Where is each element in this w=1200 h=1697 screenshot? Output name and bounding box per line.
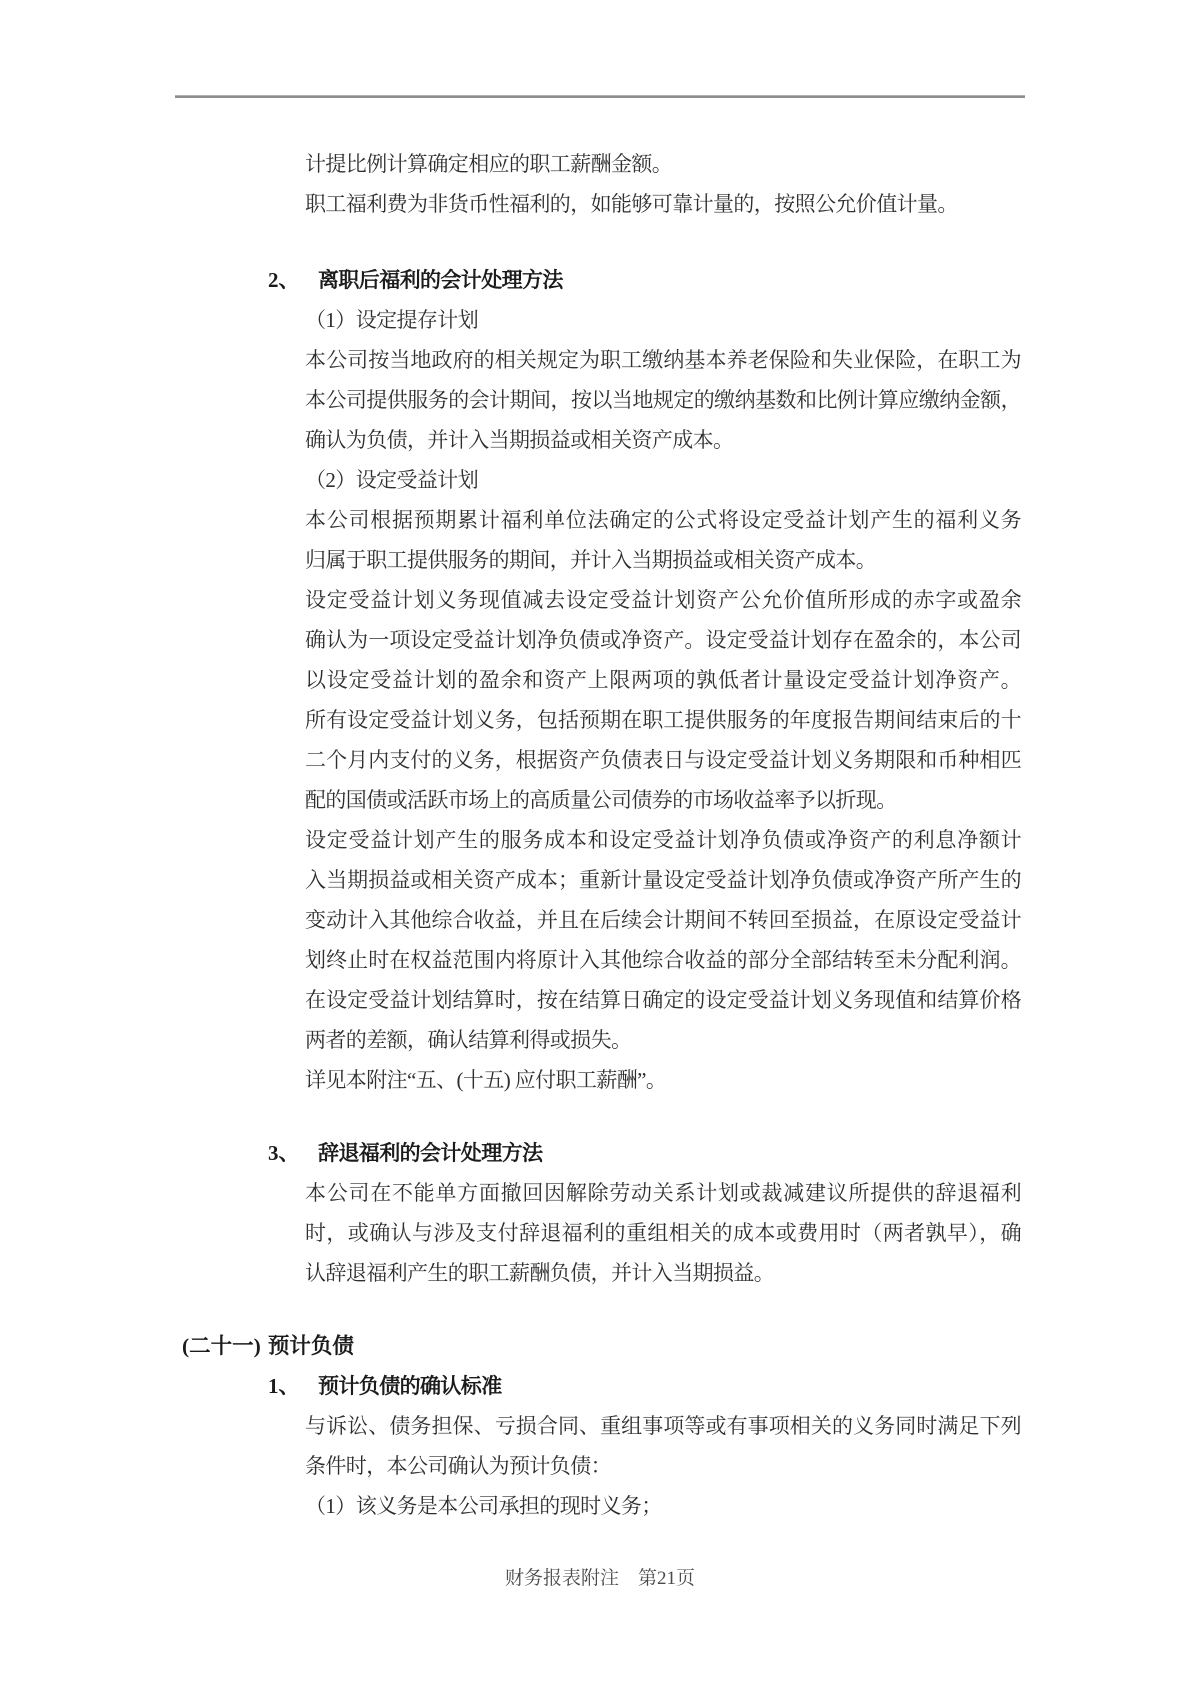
- body-line: 计提比例计算确定相应的职工薪酬金额。: [305, 152, 673, 176]
- body-line: 配的国债或活跃市场上的高质量公司债券的市场收益率予以折现。: [305, 788, 897, 812]
- body-line: 与诉讼、债务担保、亏损合同、重组事项等或有事项相关的义务同时满足下列: [305, 1414, 1021, 1438]
- heading-title: 辞退福利的会计处理方法: [318, 1141, 543, 1165]
- heading-number: 2、: [268, 268, 300, 292]
- body-line: 确认为一项设定受益计划净负债或净资产。设定受益计划存在盈余的，本公司: [305, 628, 1021, 652]
- subsection-title: （1）设定提存计划: [305, 308, 479, 332]
- body-line: 时，或确认与涉及支付辞退福利的重组相关的成本或费用时（两者孰早），确: [305, 1221, 1021, 1245]
- item-1-heading: [268, 1366, 1200, 1406]
- body-line: 以设定受益计划的盈余和资产上限两项的孰低者计量设定受益计划净资产。: [305, 668, 1021, 692]
- body-line: 入当期损益或相关资产成本；重新计量设定受益计划净负债或净资产所产生的: [305, 868, 1021, 892]
- body-line: 变动计入其他综合收益，并且在后续会计期间不转回至损益，在原设定受益计: [305, 908, 1021, 932]
- section-3-heading: [268, 1133, 1200, 1173]
- body-line: 归属于职工提供服务的期间，并计入当期损益或相关资产成本。: [305, 548, 877, 572]
- body-line: 在设定受益计划结算时，按在结算日确定的设定受益计划义务现值和结算价格: [305, 988, 1021, 1012]
- heading-title: 预计负债的确认标准: [318, 1374, 502, 1398]
- note-line: 详见本附注“五、(十五) 应付职工薪酬”。: [305, 1068, 667, 1092]
- body-line: 条件时，本公司确认为预计负债：: [305, 1454, 611, 1478]
- section-2-heading: [268, 260, 1200, 300]
- body-line: 本公司按当地政府的相关规定为职工缴纳基本养老保险和失业保险，在职工为: [305, 348, 1021, 372]
- subsection-title: （2）设定受益计划: [305, 468, 479, 492]
- body-line: 本公司在不能单方面撤回因解除劳动关系计划或裁减建议所提供的辞退福利: [305, 1181, 1021, 1205]
- section-title: 预计负债: [267, 1334, 354, 1358]
- condition-line: （1）该义务是本公司承担的现时义务；: [305, 1494, 662, 1518]
- body-line: 本公司提供服务的会计期间，按以当地规定的缴纳基数和比例计算应缴纳金额，: [305, 388, 1021, 412]
- body-line: 二个月内支付的义务，根据资产负债表日与设定受益计划义务期限和币种相匹: [305, 748, 1021, 772]
- section-21-heading: [182, 1326, 1200, 1366]
- heading-title: 离职后福利的会计处理方法: [318, 268, 563, 292]
- page-content: [0, 144, 1200, 1526]
- body-line: 设定受益计划产生的服务成本和设定受益计划净负债或净资产的利息净额计: [305, 828, 1021, 852]
- body-line: 职工福利费为非货币性福利的，如能够可靠计量的，按照公允价值计量。: [305, 192, 958, 216]
- body-line: 设定受益计划义务现值减去设定受益计划资产公允价值所形成的赤字或盈余: [305, 588, 1021, 612]
- body-line: 本公司根据预期累计福利单位法确定的公式将设定受益计划产生的福利义务: [305, 508, 1021, 532]
- page-footer: 财务报表附注 第21页: [504, 1568, 695, 1589]
- header-rule: [175, 95, 1025, 98]
- body-line: 所有设定受益计划义务，包括预期在职工提供服务的年度报告期间结束后的十: [305, 708, 1021, 732]
- heading-number: 1、: [268, 1374, 300, 1398]
- body-line: 认辞退福利产生的职工薪酬负债，并计入当期损益。: [305, 1261, 775, 1285]
- body-line: 确认为负债，并计入当期损益或相关资产成本。: [305, 428, 734, 452]
- body-line: 划终止时在权益范围内将原计入其他综合收益的部分全部结转至未分配利润。: [305, 948, 1021, 972]
- body-line: 两者的差额，确认结算利得或损失。: [305, 1028, 632, 1052]
- heading-number: 3、: [268, 1141, 300, 1165]
- section-label: (二十一): [182, 1334, 261, 1358]
